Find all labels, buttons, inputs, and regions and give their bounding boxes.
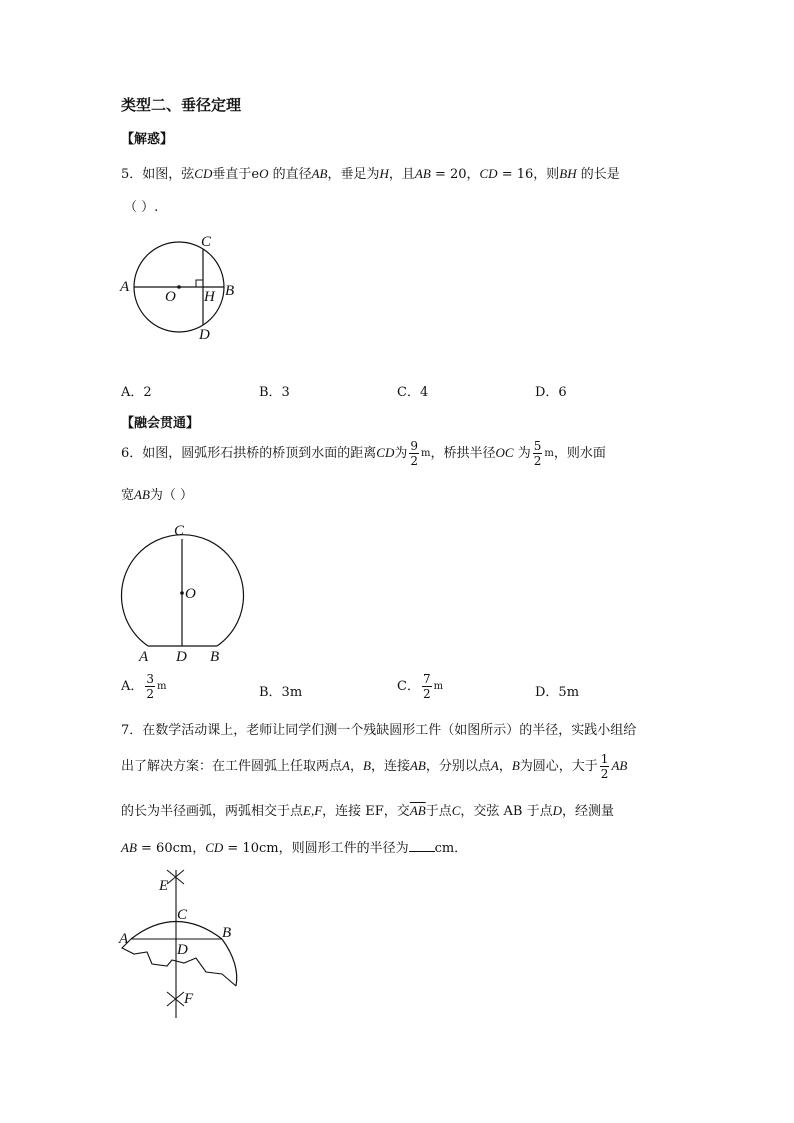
q6-option-c[interactable]: C． $\frac{7}{2}$ m — [397, 672, 444, 701]
label-d: D — [199, 327, 210, 343]
q5-option-c[interactable]: C．4 — [397, 385, 429, 400]
q5-option-a[interactable]: A．2 — [121, 385, 152, 400]
label-a: A — [120, 279, 130, 295]
q7-line3: 的长为半径画弧，两弧相交于点E,F，连接 EF，交$\overline{AB}$于点C，交弦 AB 于点D，经测量 — [121, 803, 615, 819]
section-title: 类型二、垂径定理 — [121, 96, 242, 114]
center-dot — [177, 285, 181, 289]
q6-option-d[interactable]: D．5m — [535, 685, 580, 700]
q6-line2: 宽AB为（ ） — [121, 487, 194, 503]
answer-blank[interactable] — [409, 840, 435, 852]
fraction-9-2: $\frac{9}{2}$ — [410, 439, 419, 468]
label-b: B — [222, 925, 232, 941]
label-o: O — [165, 289, 176, 305]
q5-option-d[interactable]: D．6 — [535, 385, 567, 400]
q6-option-b[interactable]: B．3m — [259, 685, 303, 700]
q5-option-b[interactable]: B．3 — [259, 385, 290, 400]
label-h: H — [204, 289, 215, 305]
label-c: C — [177, 907, 188, 923]
q6-option-a[interactable]: A． $\frac{3}{2}$ m — [121, 672, 167, 701]
q7-line2: 出了解决方案：在工件圆弧上任取两点A，B，连接AB，分别以点A，B为圆心，大于 $\frac{1}{2}$ AB — [121, 752, 628, 781]
figure-7 — [112, 868, 252, 1023]
label-f: F — [184, 991, 194, 1007]
label-d: D — [176, 649, 187, 665]
figure-6 — [108, 520, 258, 668]
label-c: C — [174, 523, 185, 539]
right-angle-mark — [196, 280, 203, 287]
q7-line1: 7．在数学活动课上，老师让同学们测一个残缺圆形工件（如图所示）的半径，实践小组给 — [121, 723, 637, 738]
center-dot — [180, 591, 184, 595]
label-a: A — [119, 931, 129, 947]
label-b: B — [210, 649, 220, 665]
q5-number: 5． — [121, 167, 143, 182]
figure-5 — [110, 230, 250, 345]
q7-line4: AB = 60cm，CD = 10cm，则圆形工件的半径为 cm． — [121, 840, 468, 856]
label-b: B — [225, 283, 235, 299]
label-a: A — [139, 649, 149, 665]
label-o: O — [185, 586, 196, 602]
tag-ronghui: 【融会贯通】 — [121, 416, 200, 431]
fraction-5-2: $\frac{5}{2}$ — [533, 439, 542, 468]
arc-ab: $\overline{AB}$ — [409, 803, 426, 818]
fraction-1-2: $\frac{1}{2}$ — [600, 752, 609, 781]
circle-symbol: e — [251, 167, 260, 182]
q6-line1: 6．如图，圆弧形石拱桥的桥顶到水面的距离CD为 $\frac{9}{2}$ m，桥拱半径OC 为 $\frac{5}{2}$ m，则水面 — [121, 439, 606, 468]
workpiece-right-edge — [222, 939, 237, 986]
tag-jiehuo: 【解惑】 — [121, 132, 174, 147]
q5-line1: 5．如图，弦CD垂直于eO 的直径AB，垂足为H，且AB = 20，CD = 16，则BH 的长是 — [121, 166, 620, 182]
q6-number: 6． — [121, 446, 143, 461]
label-d: D — [177, 942, 188, 958]
label-c: C — [201, 234, 212, 250]
q5-line2: （ ）. — [124, 200, 159, 215]
label-e: E — [159, 878, 169, 894]
